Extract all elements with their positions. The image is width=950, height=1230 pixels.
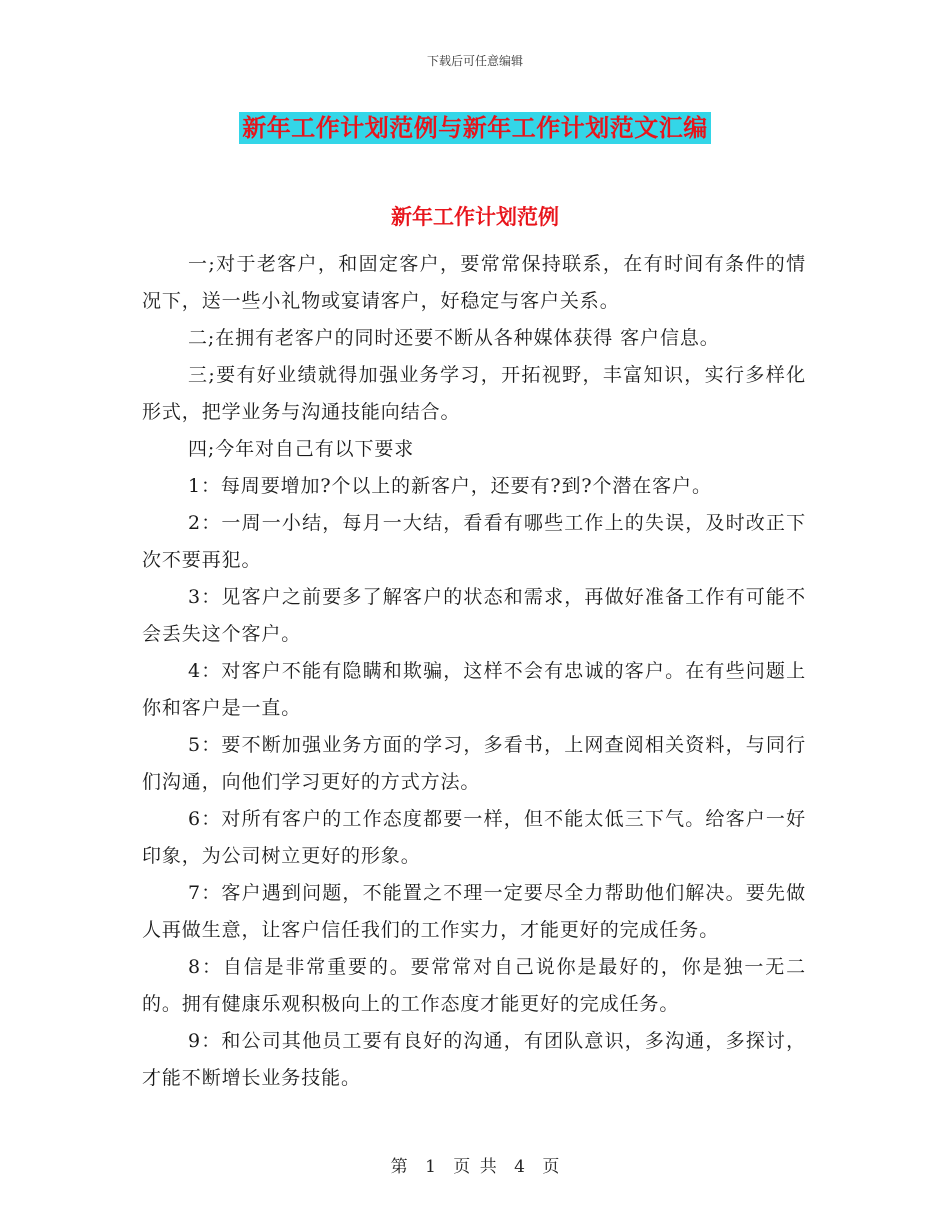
document-title-container	[0, 112, 950, 144]
body-text	[142, 246, 806, 1097]
section-title: 新年工作计划范例	[391, 205, 559, 229]
paragraph: 一;对于老客户，和固定客户，要常常保持联系，在有时间有条件的情况下，送一些小礼物或宴请客户，好稳定与客户关系。	[142, 253, 806, 312]
list-item: 2：一周一小结，每月一大结，看看有哪些工作上的失误，及时改正下次不要再犯。	[142, 512, 806, 571]
paragraph: 四;今年对自己有以下要求	[188, 438, 415, 460]
list-item: 7：客户遇到问题，不能置之不理一定要尽全力帮助他们解决。要先做人再做生意，让客户信任我们的工作实力，才能更好的完成任务。	[142, 882, 806, 941]
footer-page-number: 1	[425, 1157, 436, 1177]
list-item: 5：要不断加强业务方面的学习，多看书，上网查阅相关资料，与同行们沟通，向他们学习更好的方式方法。	[142, 734, 806, 793]
paragraph: 二;在拥有老客户的同时还要不断从各种媒体获得 客户信息。	[188, 327, 720, 349]
header-note: 下载后可任意编辑	[426, 54, 523, 68]
document-title: 新年工作计划范例与新年工作计划范文汇编	[239, 112, 711, 144]
list-item: 6：对所有客户的工作态度都要一样，但不能太低三下气。给客户一好印象，为公司树立更好的形象。	[142, 808, 806, 867]
footer-suffix: 页	[542, 1157, 560, 1177]
footer-prefix: 第	[390, 1157, 408, 1177]
list-item: 8：自信是非常重要的。要常常对自己说你是最好的，你是独一无二的。拥有健康乐观积极向上的工作态度才能更好的完成任务。	[142, 956, 806, 1015]
footer-middle: 页 共	[453, 1157, 497, 1177]
footer-total-pages: 4	[514, 1157, 525, 1177]
list-item: 3：见客户之前要多了解客户的状态和需求，再做好准备工作有可能不会丢失这个客户。	[142, 586, 806, 645]
page-footer	[0, 1152, 950, 1177]
list-item: 1：每周要增加?个以上的新客户，还要有?到?个潜在客户。	[188, 475, 712, 497]
list-item: 9：和公司其他员工要有良好的沟通，有团队意识，多沟通，多探讨，才能不断增长业务技能。	[142, 1030, 806, 1089]
paragraph: 三;要有好业绩就得加强业务学习，开拓视野，丰富知识，实行多样化形式，把学业务与沟通技能向结合。	[142, 364, 806, 423]
list-item: 4：对客户不能有隐瞒和欺骗，这样不会有忠诚的客户。在有些问题上你和客户是一直。	[142, 660, 806, 719]
